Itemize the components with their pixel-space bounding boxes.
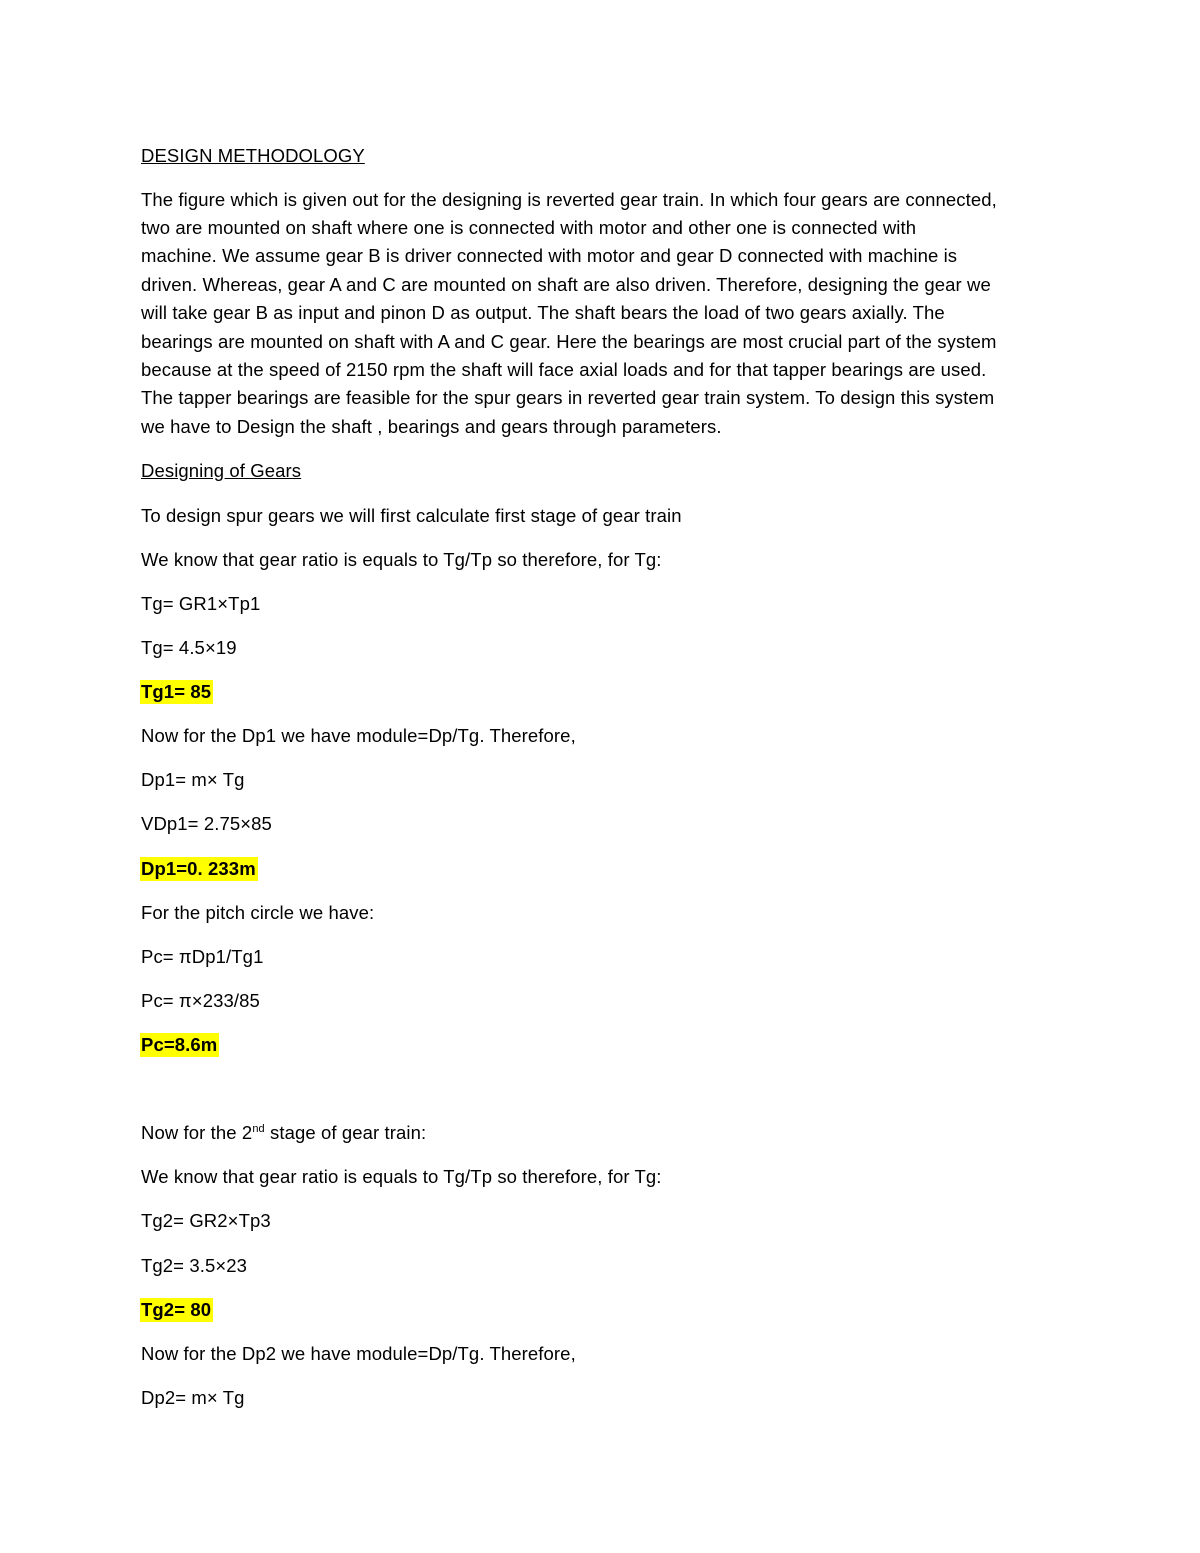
dp-formula-1: Dp1= m× Tg [141, 769, 245, 790]
tg-substitution-1: Tg= 4.5×19 [141, 637, 237, 658]
dp-statement-2: Now for the Dp2 we have module=Dp/Tg. Therefore, [141, 1343, 576, 1364]
intro-line-3: machine. We assume gear B is driver connected with motor and gear D connected with machine is [141, 245, 958, 266]
stage2-suffix: stage of gear train: [264, 1122, 427, 1143]
dp-result-1-highlight: Dp1=0. 233m [141, 858, 256, 879]
ratio-statement-2: We know that gear ratio is equals to Tg/Tp so therefore, for Tg: [141, 1166, 662, 1187]
pc-formula: Pc= πDp1/Tg1 [141, 946, 264, 967]
section-heading: DESIGN METHODOLOGY [141, 145, 365, 166]
stage2-superscript: nd [252, 1123, 265, 1135]
tg-result-1-line [141, 678, 213, 706]
subheading-designing-gears: Designing of Gears [141, 460, 302, 481]
ratio-statement-1: We know that gear ratio is equals to Tg/Tp so therefore, for Tg: [141, 549, 662, 570]
intro-line-6: bearings are mounted on shaft with A and C gear. Here the bearings are most crucial part of the system [141, 331, 997, 352]
tg-substitution-2: Tg2= 3.5×23 [141, 1255, 248, 1276]
dp-result-1-line [141, 855, 258, 883]
intro-line-5: will take gear B as input and pinon D as output. The shaft bears the load of two gears axially. The [141, 302, 945, 323]
tg-result-2-line [141, 1296, 213, 1324]
tg-result-1-highlight: Tg1= 85 [141, 681, 212, 702]
pc-result-line [141, 1031, 219, 1059]
stage2-prefix: Now for the 2 [141, 1122, 253, 1143]
dp-substitution-1: VDp1= 2.75×85 [141, 813, 272, 834]
dp-formula-2: Dp2= m× Tg [141, 1387, 245, 1408]
intro-line-1: The figure which is given out for the designing is reverted gear train. In which four gears are connected, [141, 189, 997, 210]
stage2-heading [141, 1119, 426, 1147]
pc-substitution: Pc= π×233/85 [141, 990, 260, 1011]
intro-line-4: driven. Whereas, gear A and C are mounted on shaft are also driven. Therefore, designing the gear we [141, 274, 991, 295]
intro-line-7: because at the speed of 2150 rpm the shaft will face axial loads and for that tapper bearings are used. [141, 359, 987, 380]
intro-line-9: we have to Design the shaft , bearings and gears through parameters. [141, 416, 722, 437]
tg-formula-2: Tg2= GR2×Tp3 [141, 1210, 271, 1231]
intro-line-2: two are mounted on shaft where one is connected with motor and other one is connected with [141, 217, 917, 238]
pitch-statement: For the pitch circle we have: [141, 902, 375, 923]
tg-result-2-highlight: Tg2= 80 [141, 1299, 212, 1320]
stage1-intro: To design spur gears we will first calculate first stage of gear train [141, 505, 682, 526]
pc-result-highlight: Pc=8.6m [141, 1034, 218, 1055]
dp-statement-1: Now for the Dp1 we have module=Dp/Tg. Therefore, [141, 725, 576, 746]
tg-formula-1: Tg= GR1×Tp1 [141, 593, 261, 614]
intro-line-8: The tapper bearings are feasible for the spur gears in reverted gear train system. To design this system [141, 387, 995, 408]
